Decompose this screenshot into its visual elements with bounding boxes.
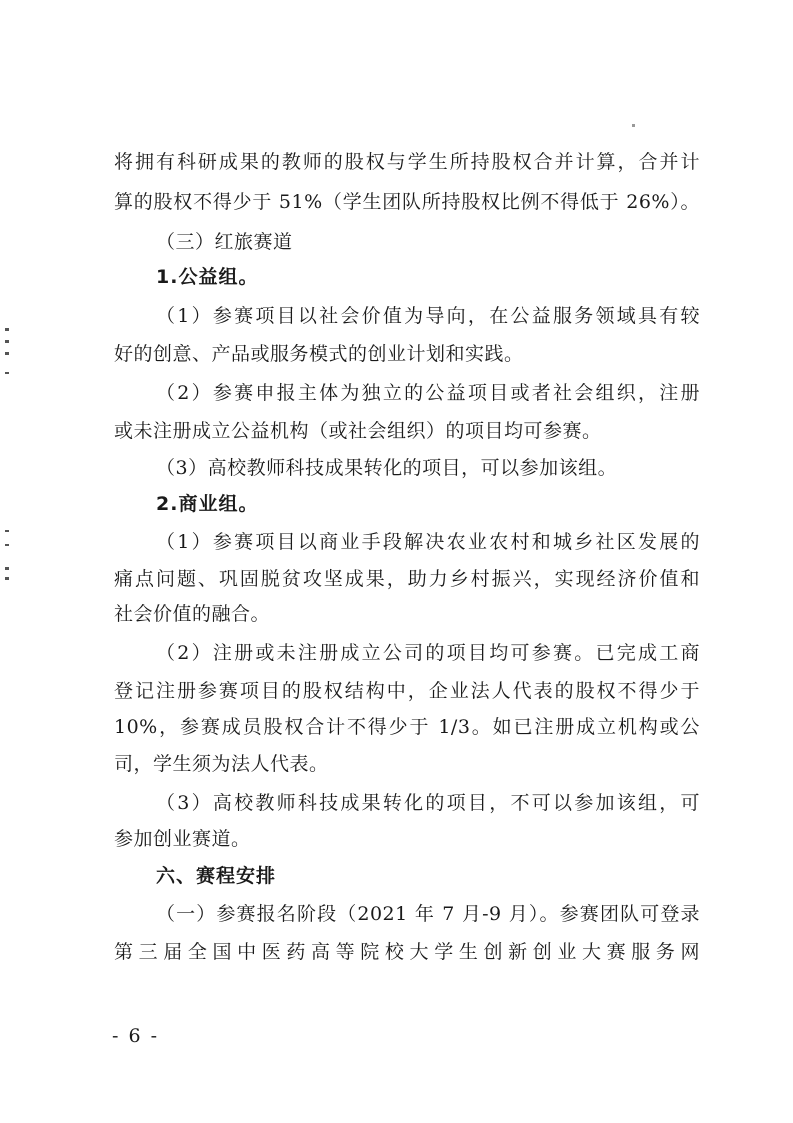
body-line: 好的创意、产品或服务模式的创业计划和实践。 <box>114 343 524 365</box>
binding-mark <box>5 372 9 374</box>
body-line: 算的股权不得少于 51%（学生团队所持股权比例不得低于 26%）。 <box>114 191 700 213</box>
body-line: 登记注册参赛项目的股权结构中，企业法人代表的股权不得少于 <box>114 680 700 702</box>
body-line: （3）高校教师科技成果转化的项目，可以参加该组。 <box>156 457 618 479</box>
binding-mark <box>5 530 9 532</box>
binding-mark <box>5 328 9 331</box>
body-line: 第三届全国中医药高等院校大学生创新创业大赛服务网 <box>114 941 700 963</box>
body-line: （2）参赛申报主体为独立的公益项目或者社会组织，注册 <box>156 382 700 404</box>
binding-mark <box>5 544 9 546</box>
body-line: （一）参赛报名阶段（2021 年 7 月-9 月）。参赛团队可登录 <box>156 903 700 925</box>
body-line: 社会价值的融合。 <box>114 603 271 625</box>
body-line: （1）参赛项目以商业手段解决农业农村和城乡社区发展的 <box>156 531 700 553</box>
body-line: 痛点问题、巩固脱贫攻坚成果，助力乡村振兴，实现经济价值和 <box>114 568 700 590</box>
binding-mark <box>5 567 9 570</box>
group-heading: 2.商业组。 <box>156 493 259 515</box>
chapter-heading: 六、赛程安排 <box>156 865 277 887</box>
group-heading: 1.公益组。 <box>156 266 259 288</box>
scan-speck <box>632 124 635 127</box>
body-line: 参加创业赛道。 <box>114 828 251 850</box>
page-number: - 6 - <box>112 1025 160 1047</box>
body-line: （1）参赛项目以社会价值为导向，在公益服务领域具有较 <box>156 305 700 327</box>
body-line: （3）高校教师科技成果转化的项目，不可以参加该组，可 <box>156 792 700 814</box>
body-line: 10%，参赛成员股权合计不得少于 1/3。如已注册成立机构或公 <box>114 716 700 738</box>
body-line: 司，学生须为法人代表。 <box>114 753 329 775</box>
section-heading: （三）红旅赛道 <box>156 231 293 253</box>
binding-mark <box>5 352 9 355</box>
body-line: 或未注册成立公益机构（或社会组织）的项目均可参赛。 <box>114 420 602 442</box>
body-line: （2）注册或未注册成立公司的项目均可参赛。已完成工商 <box>156 642 700 664</box>
body-line: 将拥有科研成果的教师的股权与学生所持股权合并计算，合并计 <box>114 151 700 173</box>
binding-mark <box>5 577 9 580</box>
binding-mark <box>5 340 9 343</box>
